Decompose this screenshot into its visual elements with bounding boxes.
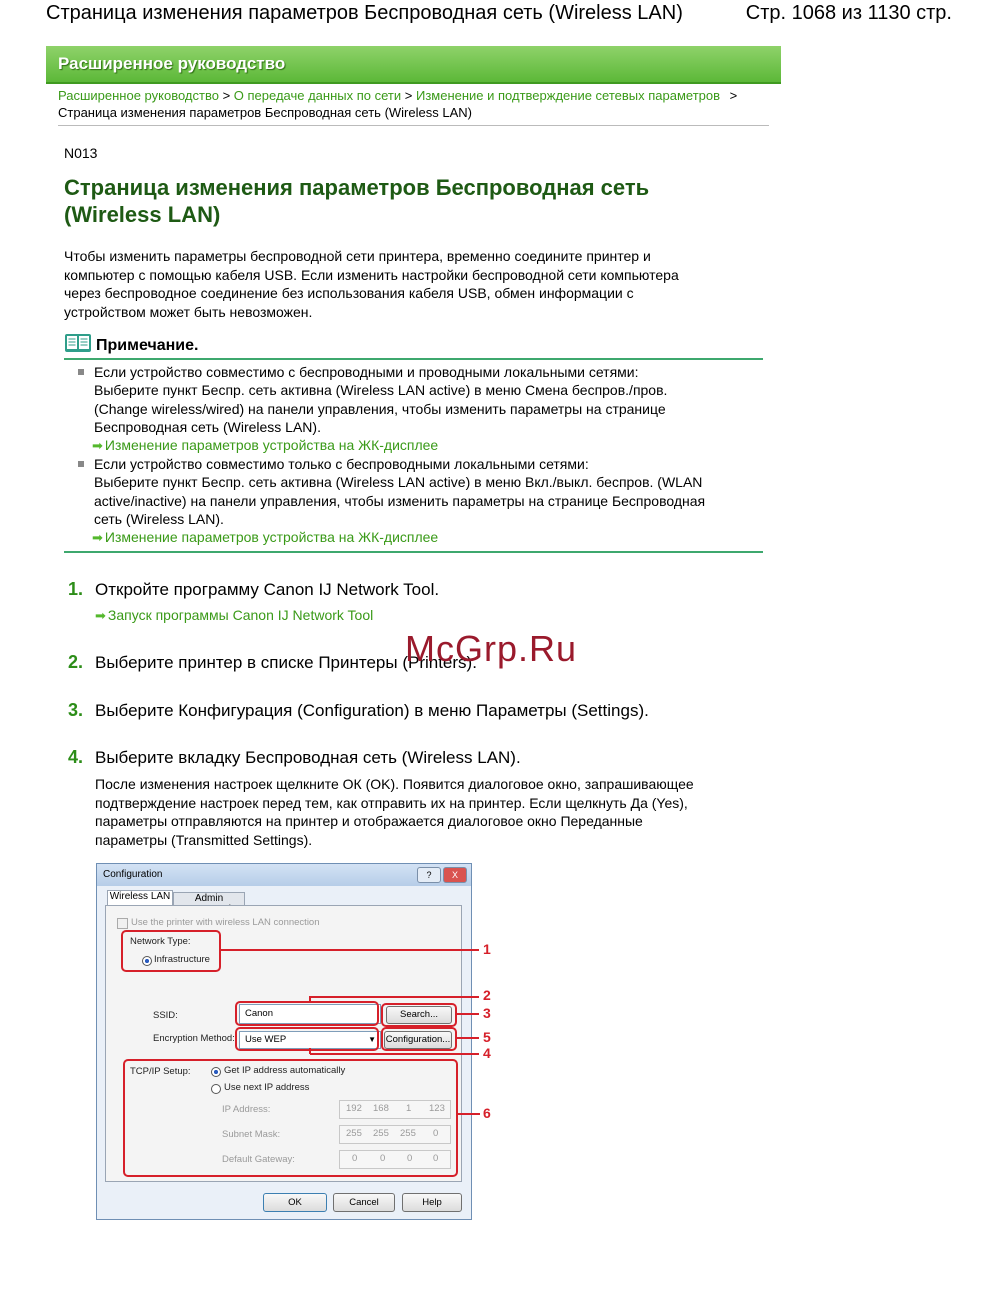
bullet-icon: [78, 461, 84, 467]
step-link[interactable]: Запуск программы Canon IJ Network Tool: [107, 607, 374, 623]
ip-octet: 192: [346, 1103, 362, 1114]
ssid-label: SSID:: [153, 1010, 178, 1021]
callout-number: 2: [483, 987, 491, 1003]
callout-line: [455, 1013, 479, 1015]
dialog-titlebar: [97, 864, 471, 886]
intro-line: через беспроводное соединение без использования кабеля USB, обмен информации с: [64, 285, 634, 301]
doc-code: N013: [64, 145, 98, 161]
breadcrumb-separator: >: [222, 88, 231, 103]
mask-octet: 255: [373, 1128, 389, 1139]
close-title-button[interactable]: X: [443, 867, 467, 883]
page-header-title: Страница изменения параметров Беспроводная сеть (Wireless LAN): [46, 2, 683, 24]
note-link[interactable]: Изменение параметров устройства на ЖК-дисплее: [104, 529, 439, 546]
watermark: McGrp.Ru: [405, 628, 578, 669]
callout-line: [456, 1113, 480, 1115]
note-line: Если устройство совместимо только с беспроводными локальными сетями:: [94, 456, 589, 472]
breadcrumb-separator: >: [404, 88, 413, 103]
breadcrumb-link-guide[interactable]: Расширенное руководство: [58, 88, 219, 103]
note-line: active/inactive) на панели управления, чтобы изменить параметры на странице Беспроводная: [94, 492, 706, 509]
configuration-button[interactable]: Configuration...: [384, 1031, 452, 1049]
help-title-button[interactable]: ?: [417, 867, 441, 883]
intro-paragraph: [64, 247, 754, 321]
page-title: [64, 174, 744, 228]
ip-octet: 123: [429, 1103, 445, 1114]
callout-number: 3: [483, 1005, 491, 1021]
note-line: сеть (Wireless LAN).: [94, 510, 224, 527]
note-line: Выберите пункт Беспр. сеть активна (Wireless LAN active) в меню Смена беспров./пров.: [94, 382, 668, 399]
step-number: 2.: [68, 652, 84, 672]
breadcrumb: [58, 87, 770, 121]
intro-line: компьютер с помощью кабеля USB. Если изменить настройки беспроводной сети компьютера: [64, 266, 679, 283]
callout-line: [309, 1048, 311, 1054]
callout-line: [309, 996, 311, 1002]
note-link[interactable]: Изменение параметров устройства на ЖК-дисплее: [104, 437, 439, 454]
breadcrumb-link-settings[interactable]: Изменение и подтверждение сетевых параметров: [415, 88, 721, 103]
subnet-mask-label: Subnet Mask:: [222, 1129, 281, 1140]
auto-ip-label: Get IP address automatically: [224, 1065, 346, 1076]
breadcrumb-link-network[interactable]: О передаче данных по сети: [233, 88, 402, 103]
callout-line: [310, 996, 479, 998]
page-title-line: Страница изменения параметров Беспроводная сеть: [64, 175, 650, 200]
ip-address-label: IP Address:: [222, 1104, 271, 1115]
step-text: Выберите принтер в списке Принтеры (Printers).: [95, 653, 477, 672]
arrow-right-icon: ➡: [95, 608, 106, 623]
intro-line: Чтобы изменить параметры беспроводной сети принтера, временно соедините принтер и: [64, 248, 651, 264]
book-icon: [64, 332, 92, 359]
step-text: Откройте программу Canon IJ Network Tool.: [95, 580, 440, 599]
step-desc-line: После изменения настроек щелкните ОК (OK). Появится диалоговое окно, запрашивающее: [95, 776, 694, 792]
step-number: 3.: [68, 700, 84, 720]
note-line: Выберите пункт Беспр. сеть активна (Wireless LAN active) в меню Вкл./выкл. беспров. (WLAN: [94, 474, 703, 491]
encryption-label: Encryption Method:: [153, 1033, 235, 1044]
bullet-icon: [78, 369, 84, 375]
step-text: Выберите вкладку Беспроводная сеть (Wireless LAN).: [95, 748, 521, 767]
encryption-value: Use WEP: [245, 1034, 287, 1045]
arrow-right-icon: ➡: [92, 530, 103, 546]
step-desc-line: подтверждение настроек перед тем, как отправить их на принтер. Если щелкнуть Да (Yes),: [95, 794, 688, 811]
breadcrumb-separator: >: [729, 88, 738, 103]
callout-number: 6: [483, 1105, 491, 1121]
callout-box-search: [381, 1003, 457, 1027]
gateway-octet: 0: [433, 1153, 439, 1164]
ip-octet: 168: [373, 1103, 389, 1114]
mask-octet: 0: [433, 1128, 439, 1139]
mask-octet: 255: [346, 1128, 362, 1139]
tcpip-label: TCP/IP Setup:: [130, 1066, 191, 1077]
search-button[interactable]: Search...: [386, 1006, 452, 1024]
callout-line: [455, 1037, 479, 1039]
callout-box-tcpip: [123, 1059, 458, 1177]
divider: [58, 125, 769, 126]
step-description: [95, 775, 745, 849]
ip-octet: 1: [406, 1103, 412, 1114]
dialog-title: Configuration: [103, 869, 163, 880]
network-type-label: Network Type:: [130, 936, 191, 947]
step-desc-line: параметры отправляются на принтер и отображается диалоговое окно Переданные: [95, 813, 643, 829]
default-gateway-label: Default Gateway:: [222, 1154, 295, 1165]
intro-line: устройством может быть невозможен.: [64, 303, 313, 320]
note-item: [94, 455, 754, 547]
note-item: [94, 363, 754, 455]
help-button[interactable]: Help: [402, 1193, 462, 1212]
callout-box-network-type: [121, 930, 221, 972]
arrow-right-icon: ➡: [92, 438, 103, 454]
callout-line: [219, 949, 479, 951]
breadcrumb-current: Страница изменения параметров Беспроводная сеть (Wireless LAN): [58, 105, 472, 120]
cancel-button[interactable]: Cancel: [333, 1193, 395, 1212]
note-line: Беспроводная сеть (Wireless LAN).: [94, 418, 321, 435]
page-title-line: (Wireless LAN): [64, 202, 221, 227]
tab-wireless-lan[interactable]: Wireless LAN: [107, 890, 173, 905]
step-desc-line: параметры (Transmitted Settings).: [95, 831, 313, 848]
use-wireless-label: Use the printer with wireless LAN connection: [131, 917, 320, 928]
step-text: Выберите Конфигурация (Configuration) в меню Параметры (Settings).: [95, 701, 649, 720]
chevron-down-icon: ▼: [368, 1035, 376, 1044]
gateway-octet: 0: [407, 1153, 413, 1164]
note-title: Примечание.: [96, 337, 199, 354]
ok-button[interactable]: OK: [263, 1193, 327, 1212]
callout-box-configuration: [381, 1027, 457, 1051]
callout-number: 1: [483, 941, 491, 957]
note-divider: [64, 551, 763, 553]
page-number: Стр. 1068 из 1130 стр.: [745, 2, 952, 24]
banner-label: Расширенное руководство: [58, 54, 286, 73]
ssid-input[interactable]: Canon: [239, 1004, 381, 1024]
callout-number: 4: [483, 1045, 491, 1061]
infrastructure-label: Infrastructure: [154, 954, 210, 965]
callout-number: 5: [483, 1029, 491, 1045]
use-wireless-checkbox[interactable]: [117, 918, 128, 929]
note-line: (Change wireless/wired) на панели управления, чтобы изменить параметры на странице: [94, 400, 666, 417]
section-banner: [46, 46, 781, 84]
gateway-octet: 0: [380, 1153, 386, 1164]
note-divider: [64, 358, 763, 360]
callout-box-encryption: [235, 1027, 379, 1051]
callout-line: [310, 1053, 479, 1055]
mask-octet: 255: [400, 1128, 416, 1139]
tab-admin-password[interactable]: Admin: [173, 892, 245, 906]
note-line: Если устройство совместимо с беспроводными и проводными локальными сетями:: [94, 364, 639, 380]
gateway-octet: 0: [352, 1153, 358, 1164]
step-number: 1.: [68, 579, 84, 599]
callout-box-ssid: [235, 1001, 379, 1026]
step-number: 4.: [68, 747, 84, 767]
next-ip-label: Use next IP address: [224, 1082, 310, 1093]
